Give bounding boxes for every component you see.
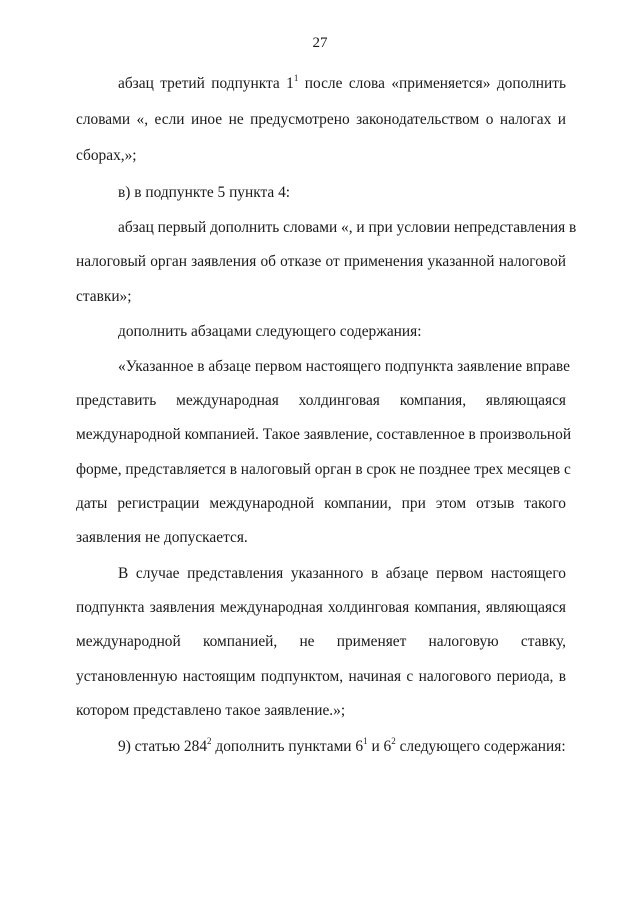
text-line [76, 110, 566, 130]
text-run: налоговый орган заявления об отказе от применения указанной налоговой [76, 253, 566, 270]
text-run: 9) статью 284 [118, 738, 208, 755]
text-run: форме, представляется в налоговый орган в срок не позднее трех месяцев с [76, 461, 571, 478]
text-line [76, 460, 571, 480]
superscript: 1 [293, 72, 299, 83]
superscript: 2 [207, 735, 212, 746]
text-run: в) в подпункте 5 пункта 4: [118, 184, 291, 201]
text-run: дополнить пунктами 6 [211, 738, 364, 755]
text-line [76, 598, 566, 618]
text-run: международной компанией, не применяет налоговую ставку, [76, 633, 566, 650]
text-line [118, 74, 566, 94]
text-run: абзац первый дополнить словами «, и при условии непредставления в [118, 219, 577, 236]
text-run: дополнить абзацами следующего содержания: [118, 323, 422, 340]
text-run: котором представлено такое заявление.»; [76, 702, 346, 719]
text-run: сборах,»; [76, 147, 137, 164]
text-line [118, 218, 577, 238]
text-run: следующего содержания: [395, 738, 566, 755]
text-line [76, 391, 566, 411]
text-line [76, 632, 566, 652]
text-line [118, 357, 570, 377]
text-line [76, 425, 572, 445]
text-run: словами «, если иное не предусмотрено законодательством о налогах и [76, 111, 566, 128]
superscript: 2 [391, 735, 396, 746]
text-line [76, 252, 566, 272]
text-run: ставки»; [76, 288, 132, 305]
text-run: и 6 [367, 738, 392, 755]
text-line [76, 146, 566, 166]
text-line [76, 287, 566, 307]
text-run: «Указанное в абзаце первом настоящего подпункта заявление вправе [118, 358, 570, 375]
text-line [76, 701, 566, 721]
text-run: подпункта заявления международная холдинговая компания, являющаяся [76, 599, 566, 616]
text-run: абзац третий подпункта 1 [118, 75, 294, 92]
text-run: после слова «применяется» дополнить [298, 75, 567, 92]
page-number: 27 [312, 35, 328, 51]
text-line [118, 322, 566, 342]
superscript: 1 [363, 735, 368, 746]
text-run: В случае представления указанного в абзаце первом настоящего [118, 565, 566, 582]
text-run: даты регистрации международной компании, при этом отзыв такого [76, 495, 566, 512]
text-line [76, 528, 566, 548]
text-line [118, 183, 566, 203]
text-run: представить международная холдинговая компания, являющаяся [76, 392, 566, 409]
text-line [118, 564, 566, 584]
text-run: установленную настоящим подпунктом, начиная с налогового периода, в [76, 668, 566, 685]
text-run: заявления не допускается. [76, 529, 248, 546]
text-line [76, 667, 566, 687]
text-line [118, 737, 566, 757]
text-run: международной компанией. Такое заявление, составленное в произвольной [76, 426, 572, 443]
text-line [76, 494, 566, 514]
